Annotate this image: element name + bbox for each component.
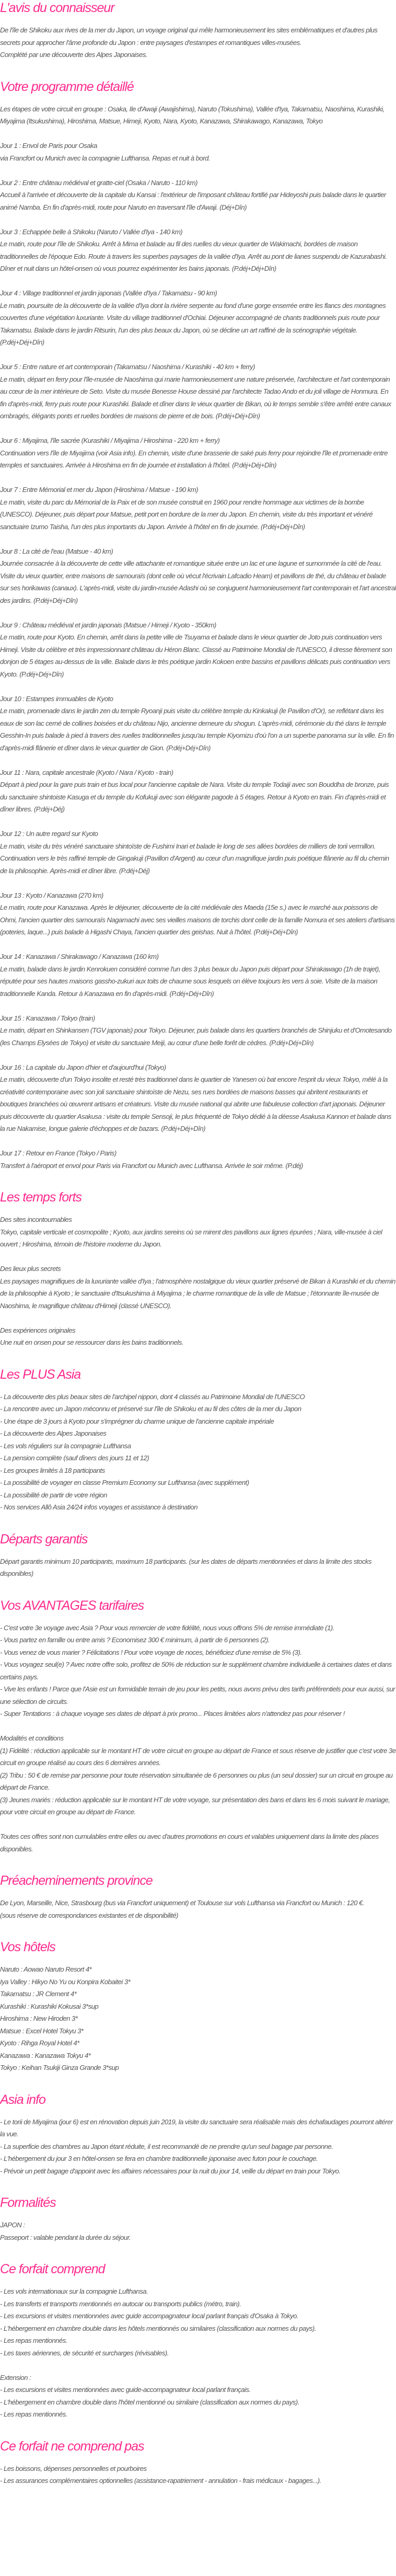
text-line: Journée consacrée à la découverte de cette ville attachante et romantique située entre un lac et une lagune et surnommée la cité de l'eau. Visite du vieux quartier, entre maisons de samouraïs (dont celle où vécut l'écrivain Lafcadio Hearn) et pavillons de thé, du château et balade sur ses horikawas (canaux). L'après-midi, visite du jardin-musée Adashi où se conjuguent harmonieusement l'art contemporain et l'art ancestral des jardins. (P.déj+Déj+Dîn) bbox=[0, 559, 396, 604]
text-line: - L'hébergement en chambre double dans l'hôtel mentionné ou similaire (classification aux normes du pays). bbox=[0, 2398, 299, 2406]
section-title: Asia info bbox=[0, 2092, 45, 2107]
text-line: - Les assurances complémentaires optionnelles (assistance-rapatriement - annulation - frais médicaux - bagages...). bbox=[0, 2477, 321, 2485]
paragraph bbox=[0, 103, 396, 128]
paragraph bbox=[0, 951, 396, 1000]
section-vos-hotels bbox=[0, 1939, 396, 2074]
text-line: Hiroshima : New Hiroden 3* bbox=[0, 2014, 78, 2022]
text-line: - La découverte des plus beaux sites de l'archipel nippon, dont 4 classés au Patrimoine Mondial de l'UNESCO bbox=[0, 1392, 305, 1401]
text-line: - La superficie des chambres au Japon étant réduite, il est recommandé de ne prendre qu'un seul bagage par personne. bbox=[0, 2142, 333, 2150]
text-line: Jour 7 : Entre Mémorial et mer du Japon (Hiroshima / Matsue - 190 km) bbox=[0, 486, 199, 494]
text-line: Jour 16 : La capitale du Japon d'hier et d'aujourd'hui (Tokyo) bbox=[0, 1063, 166, 1071]
paragraph bbox=[0, 889, 396, 938]
text-line: Takamatsu : JR Clement 4* bbox=[0, 1990, 77, 1998]
paragraph bbox=[0, 1897, 396, 1921]
text-line: - Les excursions et visites mentionnées avec guide-accompagnateur local parlant français. bbox=[0, 2386, 251, 2394]
text-line: Extension : bbox=[0, 2373, 31, 2382]
text-line: Accueil à l'arrivée et découverte de la capitale du Kansai : l'extérieur de l'imposant château fortifié par Hideyoshi puis balade dans le quartier animé Namba. En fin d'après-midi, route pour Naruto en traversant l'île d'Awaji. (Déj+Dîn) bbox=[0, 191, 386, 211]
paragraph bbox=[0, 1324, 396, 1349]
text-line: Jour 8 : La cité de l'eau (Matsue - 40 km) bbox=[0, 547, 113, 555]
text-line: (1) Fidélité : réduction applicable sur le montant HT de votre circuit en groupe au départ de France et sous réserve de justifier que c'est votre 3e circuit en groupe réalisé au cours des 6 dernières années. bbox=[0, 1746, 396, 1767]
text-line: - Les boissons, dépenses personnelles et pourboires bbox=[0, 2464, 147, 2472]
paragraph bbox=[0, 1391, 396, 1514]
text-line: via Francfort ou Munich avec la compagnie Lufthansa. Repas et nuit à bord. bbox=[0, 154, 211, 162]
text-line: Jour 6 : Miyajima, l'île sacrée (Kurashiki / Miyajima / Hiroshima - 220 km + ferry) bbox=[0, 437, 220, 444]
paragraph bbox=[0, 140, 396, 164]
text-line: Le matin, découverte d'un Tokyo insolite et resté très traditionnel dans le quartier de Yanesen où bat encore l'esprit du vieux Tokyo, mêlé à la créativité contemporaine avec son joli sanctuaire shintoïste de Nezu, ses rues bordées de maisons basses qui abritent restaurants et boutiques branchées où œuvrent artisans et créateurs. Visite du musée national qui abrite une fabuleuse collection d'art japonais. Déjeuner puis découverte du quartier Asakusa : visite du temple Sensoji, le plus fréquenté de Tokyo dédié à la déesse Asakusa Kannon et balade dans la rue Nakamise, longue galerie d'échoppes et de bazars. (P.déj+Déj+Dîn) bbox=[0, 1075, 391, 1132]
section-title: Vos AVANTAGES tarifaires bbox=[0, 1598, 144, 1613]
text-line: Continuation vers l'île de Miyajima (voir Asia info). En chemin, visite d'une brasserie de saké puis ferry pour rejoindre l'île et promenade entre temples et sanctuaires. Arrivée à Hiroshima en fin de journée et installation à l'hôtel. (P.déj+Déj+Dîn) bbox=[0, 449, 388, 469]
text-line: Le matin, visite du parc du Mémorial de la Paix et de son musée construit en 1960 pour rendre hommage aux victimes de la bombe (UNESCO). Déjeuner, puis départ pour Matsue, petit port en bordure de la mer du Japon. En chemin, visite du très important et vénéré sanctuaire Izumo Taisha, l'un des plus importants du Japon. Arrivée à l'hôtel en fin de journée. (P.déj+Déj+Dîn) bbox=[0, 498, 373, 531]
paragraph bbox=[0, 226, 396, 275]
text-line: - La pension complète (sauf dîners des jours 11 et 12) bbox=[0, 1454, 149, 1462]
text-line: - L'hébergement du jour 3 en hôtel-onsen se fera en chambre traditionnelle japonaise avec futon pour le couchage. bbox=[0, 2155, 318, 2162]
section-les-temps-forts bbox=[0, 1189, 396, 1349]
paragraph bbox=[0, 434, 396, 472]
text-line: - Les excursions et visites mentionnées avec guide accompagnateur local parlant français d'Osaka à Tokyo. bbox=[0, 2312, 299, 2320]
text-line: - Une étape de 3 jours à Kyoto pour s'imprégner du charme unique de l'ancienne capitale impériale bbox=[0, 1417, 274, 1425]
text-line: Jour 14 : Kanazawa / Shirakawago / Kanazawa (160 km) bbox=[0, 953, 159, 960]
paragraph bbox=[0, 1012, 396, 1049]
text-line: - Les repas mentionnés. bbox=[0, 2410, 67, 2418]
text-line: Le matin, route pour Kyoto. En chemin, arrêt dans la petite ville de Tsuyama et balade dans le vieux quartier de Joto puis continuation vers Himeji. Visite du célèbre et très impressionnant château du Héron Blanc. Classé au Patrimoine Mondial de l'UNESCO, il dresse fièrement son donjon de 5 étages au-dessus de la ville. Balade dans le très poétique jardin Kokoen entre bassins et pavillons délicats puis continuation vers Kyoto. (P.déj+Déj+Dîn) bbox=[0, 633, 392, 678]
section-title: Départs garantis bbox=[0, 1531, 88, 1547]
text-line: - L'hébergement en chambre double dans les hôtels mentionnés ou similaires (classification aux normes du pays). bbox=[0, 2324, 316, 2332]
text-line: Jour 5 : Entre nature et art contemporain (Takamatsu / Naoshima / Kurashiki - 40 km + ferry) bbox=[0, 363, 255, 371]
text-line: Jour 9 : Château médiéval et jardin japonais (Matsue / Himeji / Kyoto - 350km) bbox=[0, 621, 216, 629]
paragraph bbox=[0, 2116, 396, 2178]
section-title: Vos hôtels bbox=[0, 1940, 55, 1954]
paragraph bbox=[0, 619, 396, 681]
text-line: Jour 15 : Kanazawa / Tokyo (train) bbox=[0, 1014, 95, 1022]
text-line: Tokyo : Keihan Tsukiji Ginza Grande 3*sup bbox=[0, 2064, 119, 2071]
text-line: Des sites incontournables bbox=[0, 1216, 72, 1223]
section-title: Préacheminements province bbox=[0, 1873, 153, 1888]
text-line: Passeport : valable pendant la durée du séjour. bbox=[0, 2233, 131, 2241]
text-line: Les paysages magnifiques de la luxuriante vallée d'Iya ; l'atmosphère nostalgique du vieux quartier préservé de Bikan à Kurashiki et du chemin de la philosophie à Kyoto ; le sanctuaire d'Itsukushima à Miyajima ; le charme romantique de la ville de Matsue ; l'étonnante île-musée de Naoshima, le magnifique château d'Himeji (classé UNESCO). bbox=[0, 1277, 395, 1310]
text-line: Kanazawa : Kanazawa Tokyu 4* bbox=[0, 2051, 91, 2059]
text-line: Jour 2 : Entre château médiéval et gratte-ciel (Osaka / Naruto - 110 km) bbox=[0, 178, 197, 187]
text-line: Le matin, balade dans le jardin Kenrokuen considéré comme l'un des 3 plus beaux du Japon puis départ pour Shirakawago (1h de trajet), réputée pour ses hautes maisons gassho-zukuri aux toits de chaume sous lesquels on élève toujours les vers à soie. Visite de la maison traditionnelle Kanda. Retour à Kanazawa en fin d'après-midi. (P.déj+Déj+Dîn) bbox=[0, 965, 380, 998]
paragraph bbox=[0, 1622, 396, 1720]
paragraph bbox=[0, 287, 396, 349]
paragraph bbox=[0, 1963, 396, 2074]
section-asia-info bbox=[0, 2092, 396, 2178]
text-line: Tokyo, capitale verticale et cosmopolite ; Kyoto, aux jardins sereins où se mirent des pavillons aux lignes épurées ; Nara, ville-musée à ciel ouvert ; Hiroshima, témoin de l'histoire moderne du Japon. bbox=[0, 1228, 382, 1248]
text-line: Le matin, poursuite de la découverte de la vallée d'Iya dont la rivière serpente au fond d'une gorge enserrée entre les flancs des montagnes couvertes d'une végétation luxuriante. Visite du village traditionnel d'Ochiai. Déjeuner accompagné de chants traditionnels puis route pour Takamatsu. Balade dans le jardin Ritsurin, l'un des plus beaux du Japon, où se décline un art raffiné de la scénographie végétale. (P.déj+Déj+Dîn) bbox=[0, 301, 386, 346]
paragraph bbox=[0, 1061, 396, 1135]
text-line: - Nos services Allô Asia 24/24 infos voyages et assistance à destination bbox=[0, 1503, 197, 1511]
paragraph bbox=[0, 2285, 396, 2359]
section-ce-forfait-comprend bbox=[0, 2261, 396, 2421]
text-line: - Prévoir un petit bagage d'appoint avec les affaires nécessaires pour la nuit du jour 14, veille du départ en train pour Tokyo. bbox=[0, 2167, 341, 2175]
text-line: Iya Valley : Hikyo No Yu ou Konpira Kobaitei 3* bbox=[0, 1977, 131, 1986]
text-line: (sous réserve de correspondances existantes et de disponibilité) bbox=[0, 1911, 178, 1919]
text-line: Des expériences originales bbox=[0, 1326, 76, 1334]
text-line: Jour 4 : Village traditionnel et jardin japonais (Vallée d'Iya / Takamatsu - 90 km) bbox=[0, 289, 217, 297]
section-title: Ce forfait comprend bbox=[0, 2262, 105, 2276]
text-line: Matsue : Excel Hotel Tokyu 3* bbox=[0, 2027, 84, 2035]
text-line: Jour 13 : Kyoto / Kanazawa (270 km) bbox=[0, 891, 103, 899]
text-line: Jour 1 : Envol de Paris pour Osaka bbox=[0, 142, 97, 150]
paragraph bbox=[0, 766, 396, 816]
paragraph bbox=[0, 2463, 396, 2487]
text-line: (3) Jeunes mariés : réduction applicable sur le montant HT de votre voyage, sur présentation des bans et dans les 6 mois suivant le mariage, pour votre circuit en groupe au départ de France. bbox=[0, 1795, 390, 1816]
text-line: Jour 3 : Echappée belle à Shikoku (Naruto / Vallée d'Iya - 140 km) bbox=[0, 227, 183, 236]
text-line: - Le torii de Miyajima (jour 6) est en rénovation depuis juin 2019, la visite du sanctuaire sera réalisable mais des échafaudages pourront altérer la vue. bbox=[0, 2117, 393, 2138]
section-title: Ce forfait ne comprend pas bbox=[0, 2438, 144, 2454]
text-line: Jour 10 : Estampes immuables de Kyoto bbox=[0, 694, 113, 703]
section-preacheminements-province bbox=[0, 1873, 396, 1921]
text-line: - Vous voyagez seul(e) ? Avec notre offre solo, profitez de 50% de réduction sur le supplément chambre individuelle à certaines dates et dans certains pays. bbox=[0, 1661, 392, 1681]
paragraph bbox=[0, 484, 396, 533]
paragraph bbox=[0, 693, 396, 754]
text-line: Les étapes de votre circuit en groupe : Osaka, Ile d'Awaji (Awajishima), Naruto (Tokushima), Vallée d'Iya, Takamatsu, Naoshima, Kurashiki, Miyajima (Itsukushima), Hiroshima, Matsue, Himeji, Kyoto, Nara, Kyoto, Kanazawa, Shirakawago, Kanazawa, Tokyo bbox=[0, 105, 385, 125]
text-line: - La découverte des Alpes Japonaises bbox=[0, 1429, 107, 1437]
text-line: Kyoto : Rihga Royal Hotel 4* bbox=[0, 2039, 79, 2047]
text-line: Jour 11 : Nara, capitale ancestrale (Kyoto / Nara / Kyoto - train) bbox=[0, 768, 173, 776]
paragraph bbox=[0, 177, 396, 214]
section-title: Les temps forts bbox=[0, 1190, 81, 1205]
section-votre-programme-detaille bbox=[0, 79, 396, 1172]
paragraph bbox=[0, 1732, 396, 1818]
text-line: - Les vols réguliers sur la compagnie Lufthansa bbox=[0, 1441, 131, 1450]
section-title: Les PLUS Asia bbox=[0, 1367, 81, 1382]
section-ce-forfait-ne-comprend-pas bbox=[0, 2438, 396, 2487]
text-line: - Les repas mentionnés. bbox=[0, 2337, 67, 2344]
paragraph bbox=[0, 828, 396, 877]
text-line: Le matin, départ en Shinkansen (TGV japonais) pour Tokyo. Déjeuner, puis balade dans les quartiers branchés de Shinjuku et d'Omotesando (les Champs Elysées de Tokyo) et visite du sanctuaire Meiji, au cœur d'une belle forêt de cèdres. (P.déj+Déj+Dîn) bbox=[0, 1026, 392, 1047]
text-line: - Vous partez en famille ou entre amis ? Economisez 300 € minimum, à partir de 6 personnes (2). bbox=[0, 1636, 270, 1644]
section-title: L'avis du connaisseur bbox=[0, 1, 114, 15]
section-formalites bbox=[0, 2195, 396, 2243]
text-line: Le matin, promenade dans le jardin zen du temple Ryoanji puis visite du célèbre temple du Kinkakuji (le Pavillon d'Or), se reflétant dans les eaux de son lac cerné de collines boisées et du château Nijo, ancienne demeure du shogun. L'après-midi, cérémonie du thé dans le temple Gesshin-In puis balade à pied à travers des ruelles traditionnelles jusqu'au temple Kiyomizu d'où l'on a un superbe panorama sur la ville. En fin d'après-midi flânerie et dîner dans le vieux quartier de Gion. (P.déj+Déj+Dîn) bbox=[0, 707, 394, 752]
text-line: - Les vols internationaux sur la compagnie Lufthansa. bbox=[0, 2287, 148, 2295]
text-line: Le matin, route pour l'île de Shikoku. Arrêt à Mima et balade au fil des ruelles du vieux quartier de Wakimachi, bordées de maison traditionnelles de l'époque Edo. Route à travers les superbes paysages de la vallée d'Iya. Arrêt au pont de lianes suspendu de Kazurabashi. Dîner et nuit dans un hôtel-onsen où vous pourrez expérimenter les bains japonais. (P.déj+Déj+Dîn) bbox=[0, 240, 387, 272]
text-line: - Les taxes aériennes, de sécurité et surcharges (révisables). bbox=[0, 2349, 169, 2357]
section-departs-garantis bbox=[0, 1531, 396, 1580]
paragraph bbox=[0, 545, 396, 607]
paragraph bbox=[0, 361, 396, 422]
text-line: Complété par une découverte des Alpes Japonaises. bbox=[0, 51, 147, 59]
text-line: Jour 12 : Un autre regard sur Kyoto bbox=[0, 830, 98, 838]
paragraph bbox=[0, 1213, 396, 1251]
section-title: Votre programme détaillé bbox=[0, 79, 134, 94]
text-line: - Les groupes limités à 18 participants bbox=[0, 1466, 105, 1474]
paragraph bbox=[0, 1263, 396, 1312]
text-line: Le matin, départ en ferry pour l'île-musée de Naoshima qui marie harmonieusement une nature préservée, l'architecture et l'art contemporain au cœur de la mer intérieure de Seto. Visite du musée Benesse House dessiné par l'architecte Tadao Ando et du joli village de Honmura. En fin d'après-midi, ferry puis route pour Kurashiki. Balade et dîner dans le vieux quartier de Bikan, où le temps semble s'être arrêté entre canaux ombragés, élégants ponts et ruelles bordées de maisons de pierre et de bois. (P.déj+Déj+Dîn) bbox=[0, 375, 391, 420]
text-line: - La possibilité de voyager en classe Premium Economy sur Lufthansa (avec supplément) bbox=[0, 1479, 249, 1486]
paragraph bbox=[0, 2372, 396, 2421]
text-line: (2) Tribu : 50 € de remise par personne pour toute réservation simultanée de 6 personnes ou plus (un seul dossier) sur un circuit en groupe au départ de France. bbox=[0, 1771, 393, 1791]
text-line: - La rencontre avec un Japon méconnu et préservé sur l'île de Shikoku et au fil des côtes de la mer du Japon bbox=[0, 1405, 301, 1413]
paragraph bbox=[0, 2219, 396, 2243]
text-line: Une nuit en onsen pour se ressourcer dans les bains traditionnels. bbox=[0, 1338, 183, 1346]
text-line: Jour 17 : Retour en France (Tokyo / Paris) bbox=[0, 1149, 117, 1157]
text-line: - C'est votre 3e voyage avec Asia ? Pour vous remercier de votre fidélité, nous vous offrons 5% de remise immédiate (1). bbox=[0, 1623, 334, 1632]
text-line: JAPON : bbox=[0, 2221, 25, 2229]
text-line: Toutes ces offres sont non cumulables entre elles ou avec d'autres promotions en cours et valables uniquement dans la limite des places disponibles. bbox=[0, 1833, 379, 1853]
text-line: Des lieux plus secrets bbox=[0, 1265, 61, 1273]
text-line: Départ garantis minimum 10 participants, maximum 18 participants. (sur les dates de départs mentionnées et dans la limite des stocks disponibles) bbox=[0, 1557, 371, 1577]
section-l-avis-du-connaisseur bbox=[0, 0, 396, 61]
paragraph bbox=[0, 1147, 396, 1172]
text-line: - La possibilité de partir de votre région bbox=[0, 1491, 107, 1499]
paragraph bbox=[0, 1830, 396, 1855]
text-line: Transfert à l'aéroport et envol pour Paris via Francfort ou Munich avec Lufthansa. Arrivée le soir même. (P.déj) bbox=[0, 1161, 303, 1170]
text-line: - Les transferts et transports mentionnés en autocar ou transports publics (métro, train). bbox=[0, 2299, 241, 2308]
text-line: Le matin, visite du très vénéré sanctuaire shintoïste de Fushimi Inari et balade le long de ses allées bordées de milliers de torii vermillon. Continuation vers le très raffiné temple de Gingakuji (Pavillon d'Argent) au cœur d'un magnifique jardin puis poétique flânerie au fil du chemin de la philosophie. Après-midi et dîner libre. (P.déj+Déj) bbox=[0, 842, 389, 875]
section-vos-avantages-tarifaires bbox=[0, 1598, 396, 1856]
text-line: Départ à pied pour la gare puis train et bus local pour l'ancienne capitale de Nara. Visite du temple Todaiji avec son Bouddha de bronze, puis du sanctuaire shintoiste Kasuga et du temple du Kofukuji avec son élégante pagode à 5 étages. Retour à Kyoto en train. Fin d'après-midi et dîner libres. (P.déj+Déj) bbox=[0, 781, 389, 813]
text-line: - Vive les enfants ! Parce que l'Asie est un formidable terrain de jeu pour les petits, nous avons prévu des tarifs préférentiels pour eux aussi, sur une sélection de circuits. bbox=[0, 1685, 395, 1705]
text-line: Naruto : Aowao Naruto Resort 4* bbox=[0, 1965, 92, 1973]
text-line: - Super Tentations : à chaque voyage ses dates de départ à prix promo... Places limitées alors n'attendez pas pour réserver ! bbox=[0, 1710, 345, 1718]
text-line: - Vous venez de vous marier ? Félicitations ! Pour votre voyage de noces, bénéficiez d'une remise de 5% (3). bbox=[0, 1648, 302, 1656]
paragraph bbox=[0, 1555, 396, 1580]
paragraph bbox=[0, 24, 396, 61]
text-line: De l'île de Shikoku aux rives de la mer du Japon, un voyage original qui mêle harmonieusement les sites emblématiques et d'autres plus secrets pour approcher l'âme profonde du Japon : entre paysages d'estampes et romantiques villes-musées. bbox=[0, 26, 378, 47]
text-line: De Lyon, Marseille, Nice, Strasbourg (bus via Francfort uniquement) et Toulouse sur vols Lufthansa via Francfort ou Munich : 120 €. bbox=[0, 1899, 364, 1907]
text-line: Kurashiki : Kurashiki Kokusai 3*sup bbox=[0, 2002, 99, 2010]
section-title: Formalités bbox=[0, 2195, 56, 2210]
text-line: Le matin, route pour Kanazawa. Après le déjeuner, découverte de la cité médiévale des Maeda (15e s.) avec le marché aux poissons de Ohmi, l'ancien quartier des samouraïs Nagamachi avec ses vieilles maisons de torchis dont celle de la famille Nomura et ses ateliers d'artisans (poteries, laque...) puis balade à Higashi Chaya, l'ancien quartier des geishas. Nuit à l'hôtel. (P.déj+Déj+Dîn) bbox=[0, 903, 395, 936]
section-les-plus-asia bbox=[0, 1367, 396, 1514]
text-line: Modalités et conditions bbox=[0, 1734, 64, 1742]
